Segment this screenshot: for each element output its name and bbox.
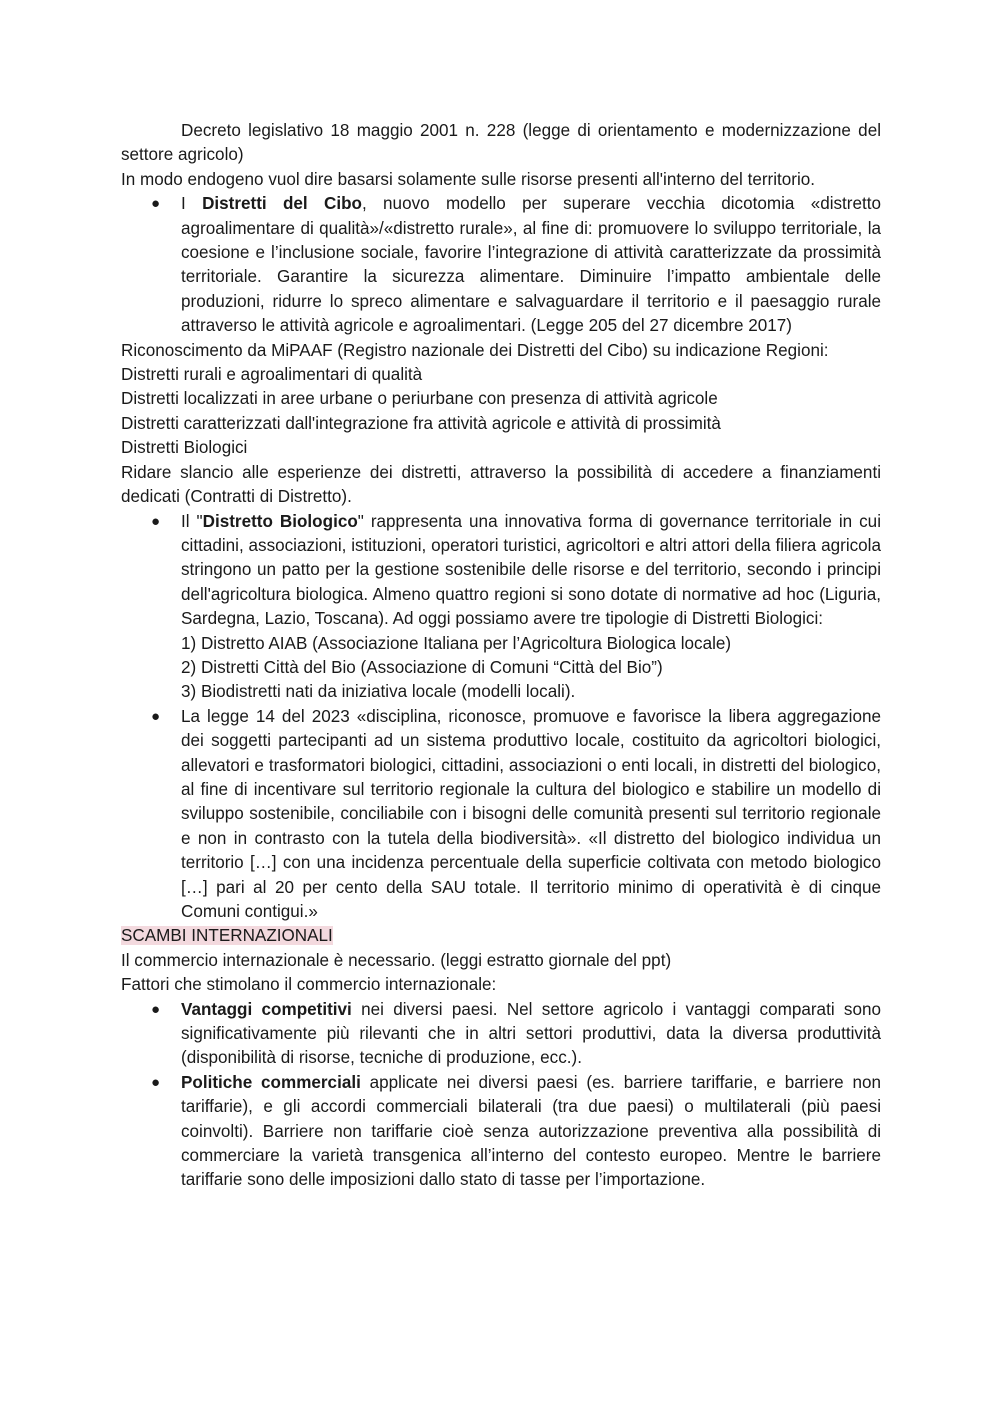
bullet-text: " rappresenta una innovativa forma di governance territoriale in cui cittadini, associazioni, istituzioni, operatori turistici, agricoltori e altri attori della filiera agricola stringono un patto per la gestione sostenibile delle risorse e del territorio, secondo i principi dell'agricoltura biologica. Almeno quattro regioni si sono dotate di normative ad hoc (Liguria, Sardegna, Lazio, Toscana). Ad oggi possiamo avere tre tipologie di Distretti Biologici: [181,511,881,629]
bullet-list-cibo [121,192,881,338]
district-type-item: Distretti rurali e agroalimentari di qualità [121,365,423,385]
bullet-dot-icon: ● [151,1000,161,1018]
bullet-vantaggi [121,998,881,1071]
document-page [121,119,881,1193]
bullet-list-fattori [121,998,881,1193]
riconoscimento-paragraph: Riconoscimento da MiPAAF (Registro nazionale dei Distretti del Cibo) su indicazione Regioni: [121,340,829,360]
district-type-item: Distretti Biologici [121,438,248,458]
bullet-bold-term: Vantaggi competitivi [181,999,352,1019]
highlighted-heading: SCAMBI INTERNAZIONALI [121,926,333,946]
bullet-legge-14 [121,705,881,925]
bullet-dot-icon: ● [151,1073,161,1091]
bullet-bold-term: Politiche commerciali [181,1072,361,1092]
bullet-text: nei diversi paesi. Nel settore agricolo i vantaggi comparati sono significativamente più rilevanti che in altri settori produttivi, data la diversa produttività (disponibilità di risorse, tecniche di produzione, ecc.). [181,999,881,1068]
district-type-item: Distretti localizzati in aree urbane o periurbane con presenza di attività agricole [121,389,718,409]
biologico-type-item: 3) Biodistretti nati da iniziativa locale (modelli locali). [181,682,576,702]
bullet-dot-icon: ● [151,195,161,213]
bullet-bold-term: Distretti del Cibo [202,194,362,214]
biologico-type-item: 2) Distretti Città del Bio (Associazione di Comuni “Città del Bio”) [181,657,663,677]
scambi-line-1: Il commercio internazionale è necessario. (leggi estratto giornale del ppt) [121,950,672,970]
bullet-dot-icon: ● [151,512,161,530]
scambi-line-2: Fattori che stimolano il commercio internazionale: [121,975,497,995]
district-type-item: Distretti caratterizzati dall'integrazione fra attività agricole e attività di prossimità [121,413,721,433]
bullet-distretto-biologico [121,510,881,705]
bullet-bold-term: Distretto Biologico [202,511,358,531]
bullet-text: , nuovo modello per superare vecchia dicotomia «distretto agroalimentare di qualità»/«distretto rurale», al fine di: promuovere lo sviluppo territoriale, la coesione e l’inclusione sociale, favorire l’integrazione di attività caratterizzate da prossimità territoriale. Garantire la sicurezza alimentare. Diminuire l’impatto ambientale delle produzioni, ridurre lo spreco alimentare e salvaguardare il territorio e il paesaggio rurale attraverso le attività agricole e agroalimentari. (Legge 205 del 27 dicembre 2017) [181,194,882,336]
bullet-text: La legge 14 del 2023 «disciplina, riconosce, promuove e favorisce la libera aggregazione dei soggetti partecipanti ad un sistema produttivo locale, costituito da agricoltori biologici, allevatori e trasformatori biologici, cittadini, associazioni o enti locali, in distretti del biologico, al fine di incentivare sul territorio regionale la cultura del biologico e stabilire un modello di sviluppo sostenibile, conciliabile con i bisogni delle comunità presenti sul territorio regionale e non in contrasto con la tutela della biodiversità». «Il distretto del biologico individua un territorio […] con una incidenza percentuale della superficie coltivata con metodo biologico […] pari al 20 per cento della SAU totale. Il territorio minimo di operatività è di cinque Comuni contigui.» [181,706,881,921]
section-heading-scambi [121,924,881,948]
bullet-prefix: Il " [181,511,203,531]
bullet-prefix: I [181,194,203,214]
bullet-list-biologico [121,510,881,925]
ridare-paragraph: Ridare slancio alle esperienze dei distretti, attraverso la possibilità di accedere a finanziamenti dedicati (Contratti di Distretto). [121,462,881,507]
biologico-type-item: 1) Distretto AIAB (Associazione Italiana per l’Agricoltura Biologica locale) [181,633,732,653]
decree-paragraph: Decreto legislativo 18 maggio 2001 n. 228 (legge di orientamento e modernizzazione del settore agricolo) [121,121,881,165]
endogenous-paragraph: In modo endogeno vuol dire basarsi solamente sulle risorse presenti all'interno del territorio. [121,169,816,189]
bullet-dot-icon: ● [151,707,161,725]
bullet-text: applicate nei diversi paesi (es. barriere tariffarie, e barriere non tariffarie), e gli accordi commerciali bilaterali (tra due paesi) o multilaterali (più paesi coinvolti). Barriere non tariffarie cioè senza autorizzazione preventiva alla possibilità di commerciare la varietà transgenica all’interno del contesto europeo. Mentre le barriere tariffarie sono delle imposizioni dallo stato di tasse per l’importazione. [181,1072,881,1190]
bullet-distretti-cibo [121,192,881,338]
bullet-politiche [121,1071,881,1193]
